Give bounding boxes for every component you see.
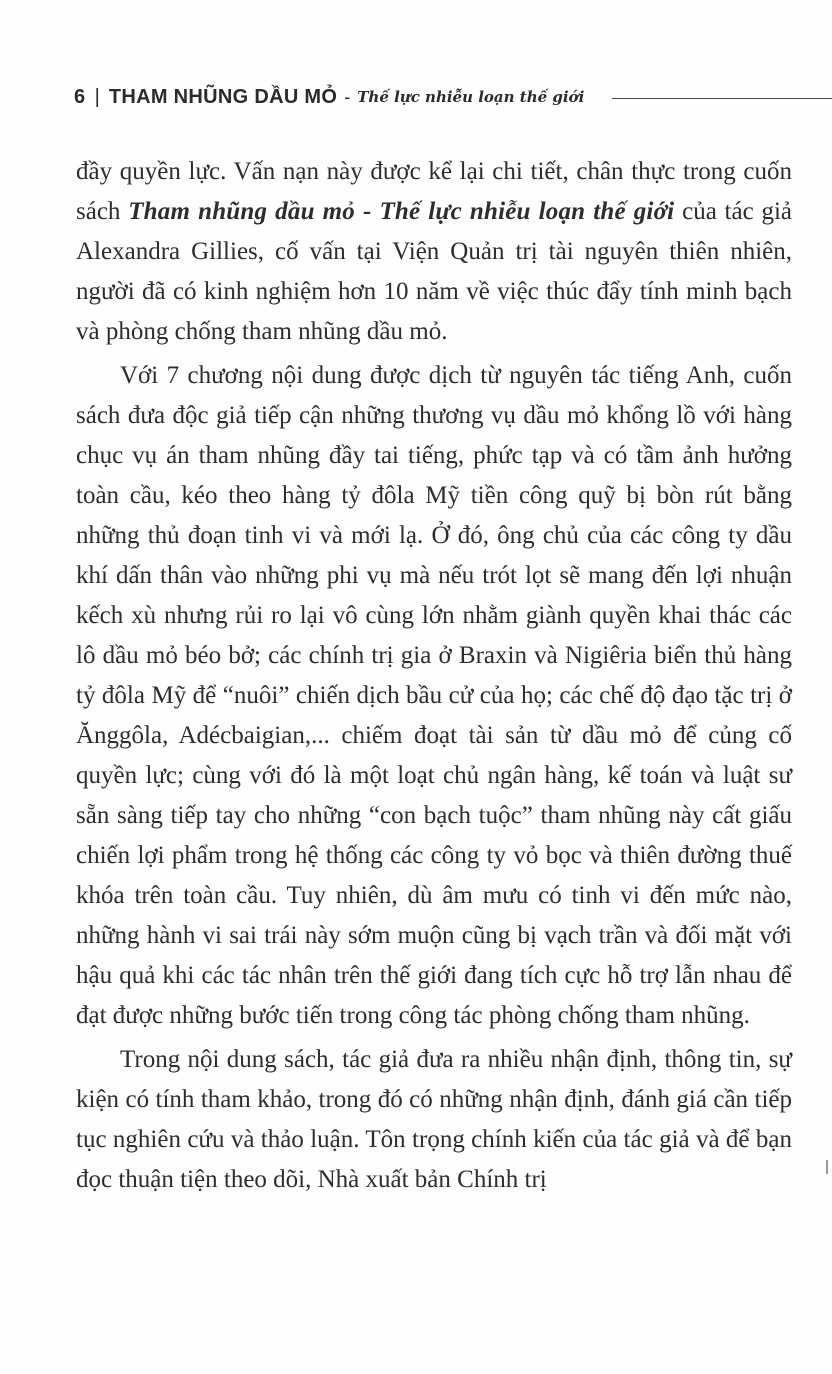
body-text xyxy=(76,152,792,1204)
header-rule xyxy=(612,98,832,99)
page-number: 6 xyxy=(74,85,86,108)
header-book-title: THAM NHŨNG DẦU MỎ xyxy=(108,85,338,108)
paragraph-1-start: đầy quyền lực. Vấn nạn này được kể lại chi tiết, chân thực trong cuốn sách xyxy=(76,158,792,225)
header-book-subtitle: Thế lực nhiễu loạn thế giới xyxy=(357,88,585,106)
book-title-italic: Tham nhũng dầu mỏ - Thế lực nhiễu loạn thế giới xyxy=(128,198,675,225)
page-edge-mark xyxy=(826,1160,828,1174)
header-dash: - xyxy=(344,86,351,107)
paragraph-1 xyxy=(76,152,792,352)
running-header xyxy=(74,80,792,114)
header-separator: | xyxy=(94,85,100,108)
paragraph-2: Với 7 chương nội dung được dịch từ nguyên tác tiếng Anh, cuốn sách đưa độc giả tiếp cận những thương vụ dầu mỏ khổng lồ với hàng chục vụ án tham nhũng đầy tai tiếng, phức tạp và có tầm ảnh hưởng toàn cầu, kéo theo hàng tỷ đôla Mỹ tiền công quỹ bị bòn rút bằng những thủ đoạn tinh vi và mới lạ. Ở đó, ông chủ của các công ty dầu khí dấn thân vào những phi vụ mà nếu trót lọt sẽ mang đến lợi nhuận kếch xù nhưng rủi ro lại vô cùng lớn nhằm giành quyền khai thác các lô dầu mỏ béo bở; các chính trị gia ở Braxin và Nigiêria biển thủ hàng tỷ đôla Mỹ để “nuôi” chiến dịch bầu cử của họ; các chế độ đạo tặc trị ở Ănggôla, Adécbaigian,... chiếm đoạt tài sản từ dầu mỏ để củng cố quyền lực; cùng với đó là một loạt chủ ngân hàng, kế toán và luật sư sẵn sàng tiếp tay cho những “con bạch tuộc” tham nhũng này cất giấu chiến lợi phẩm trong hệ thống các công ty vỏ bọc và thiên đường thuế khóa trên toàn cầu. Tuy nhiên, dù âm mưu có tinh vi đến mức nào, những hành vi sai trái này sớm muộn cũng bị vạch trần và đối mặt với hậu quả khi các tác nhân trên thế giới đang tích cực hỗ trợ lẫn nhau để đạt được những bước tiến trong công tác phòng chống tham nhũng. xyxy=(76,362,792,1029)
paragraph-3: Trong nội dung sách, tác giả đưa ra nhiều nhận định, thông tin, sự kiện có tính tham khảo, trong đó có những nhận định, đánh giá cần tiếp tục nghiên cứu và thảo luận. Tôn trọng chính kiến của tác giả và để bạn đọc thuận tiện theo dõi, Nhà xuất bản Chính trị xyxy=(76,1046,792,1193)
paragraph-1-end: của tác giả Alexandra Gillies, cố vấn tại Viện Quản trị tài nguyên thiên nhiên, người đã có kinh nghiệm hơn 10 năm về việc thúc đẩy tính minh bạch và phòng chống tham nhũng dầu mỏ. xyxy=(76,198,793,345)
